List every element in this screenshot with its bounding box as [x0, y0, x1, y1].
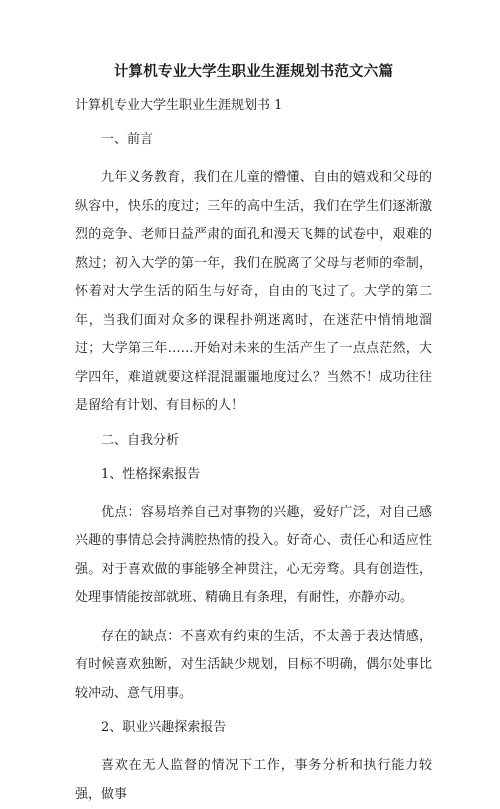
paragraph-weaknesses: 存在的缺点：不喜欢有约束的生活，不太善于表达情感，有时候喜欢独断，对生活缺少规划，目标不明确，偶尔处事比较冲动、意气用事。: [75, 628, 432, 701]
paragraph-preface: 九年义务教育，我们在儿童的懵懂、自由的嬉戏和父母的纵容中，快乐的度过；三年的高中生活，我们在学生们逐渐激烈的竞争、老师日益严肃的面孔和漫天飞舞的试卷中，艰难的熬过；初入大学的第一年，我们在脱离了父母与老师的牵制，怀着对大学生活的陌生与好奇，自由的飞过了。大学的第二年，当我们面对众多的课程扑朔迷离时，在迷茫中悄悄地溜过；大学第三年……开始对未来的生活产生了一点点茫然，大学四年，难道就要这样混混噩噩地度过么？当然不！成功往往是留给有计划、有目标的人！: [75, 170, 432, 413]
document-subtitle: 计算机专业大学生职业生涯规划书 1: [75, 98, 283, 113]
section-heading-self-analysis: 二、自我分析: [101, 432, 180, 448]
paragraph-career-interest: 喜欢在无人监督的情况下工作，事务分析和执行能力较强，做事: [75, 758, 432, 802]
document-title: 计算机专业大学生职业生涯规划书范文六篇: [113, 64, 394, 80]
subsection-heading-career-interest: 2、职业兴趣探索报告: [101, 720, 227, 735]
section-heading-preface: 一、前言: [101, 132, 154, 147]
paragraph-strengths: 优点：容易培养自己对事物的兴趣，爱好广泛，对自己感兴趣的事情总会持满腔热情的投入。好奇心、责任心和适应性强。对于喜欢做的事能够全神贯注，心无旁骛。具有创造性，处理事情能按部就班、精确且有条理，有耐性，亦静亦动。: [75, 504, 432, 605]
subsection-heading-personality: 1、性格探索报告: [101, 466, 201, 482]
